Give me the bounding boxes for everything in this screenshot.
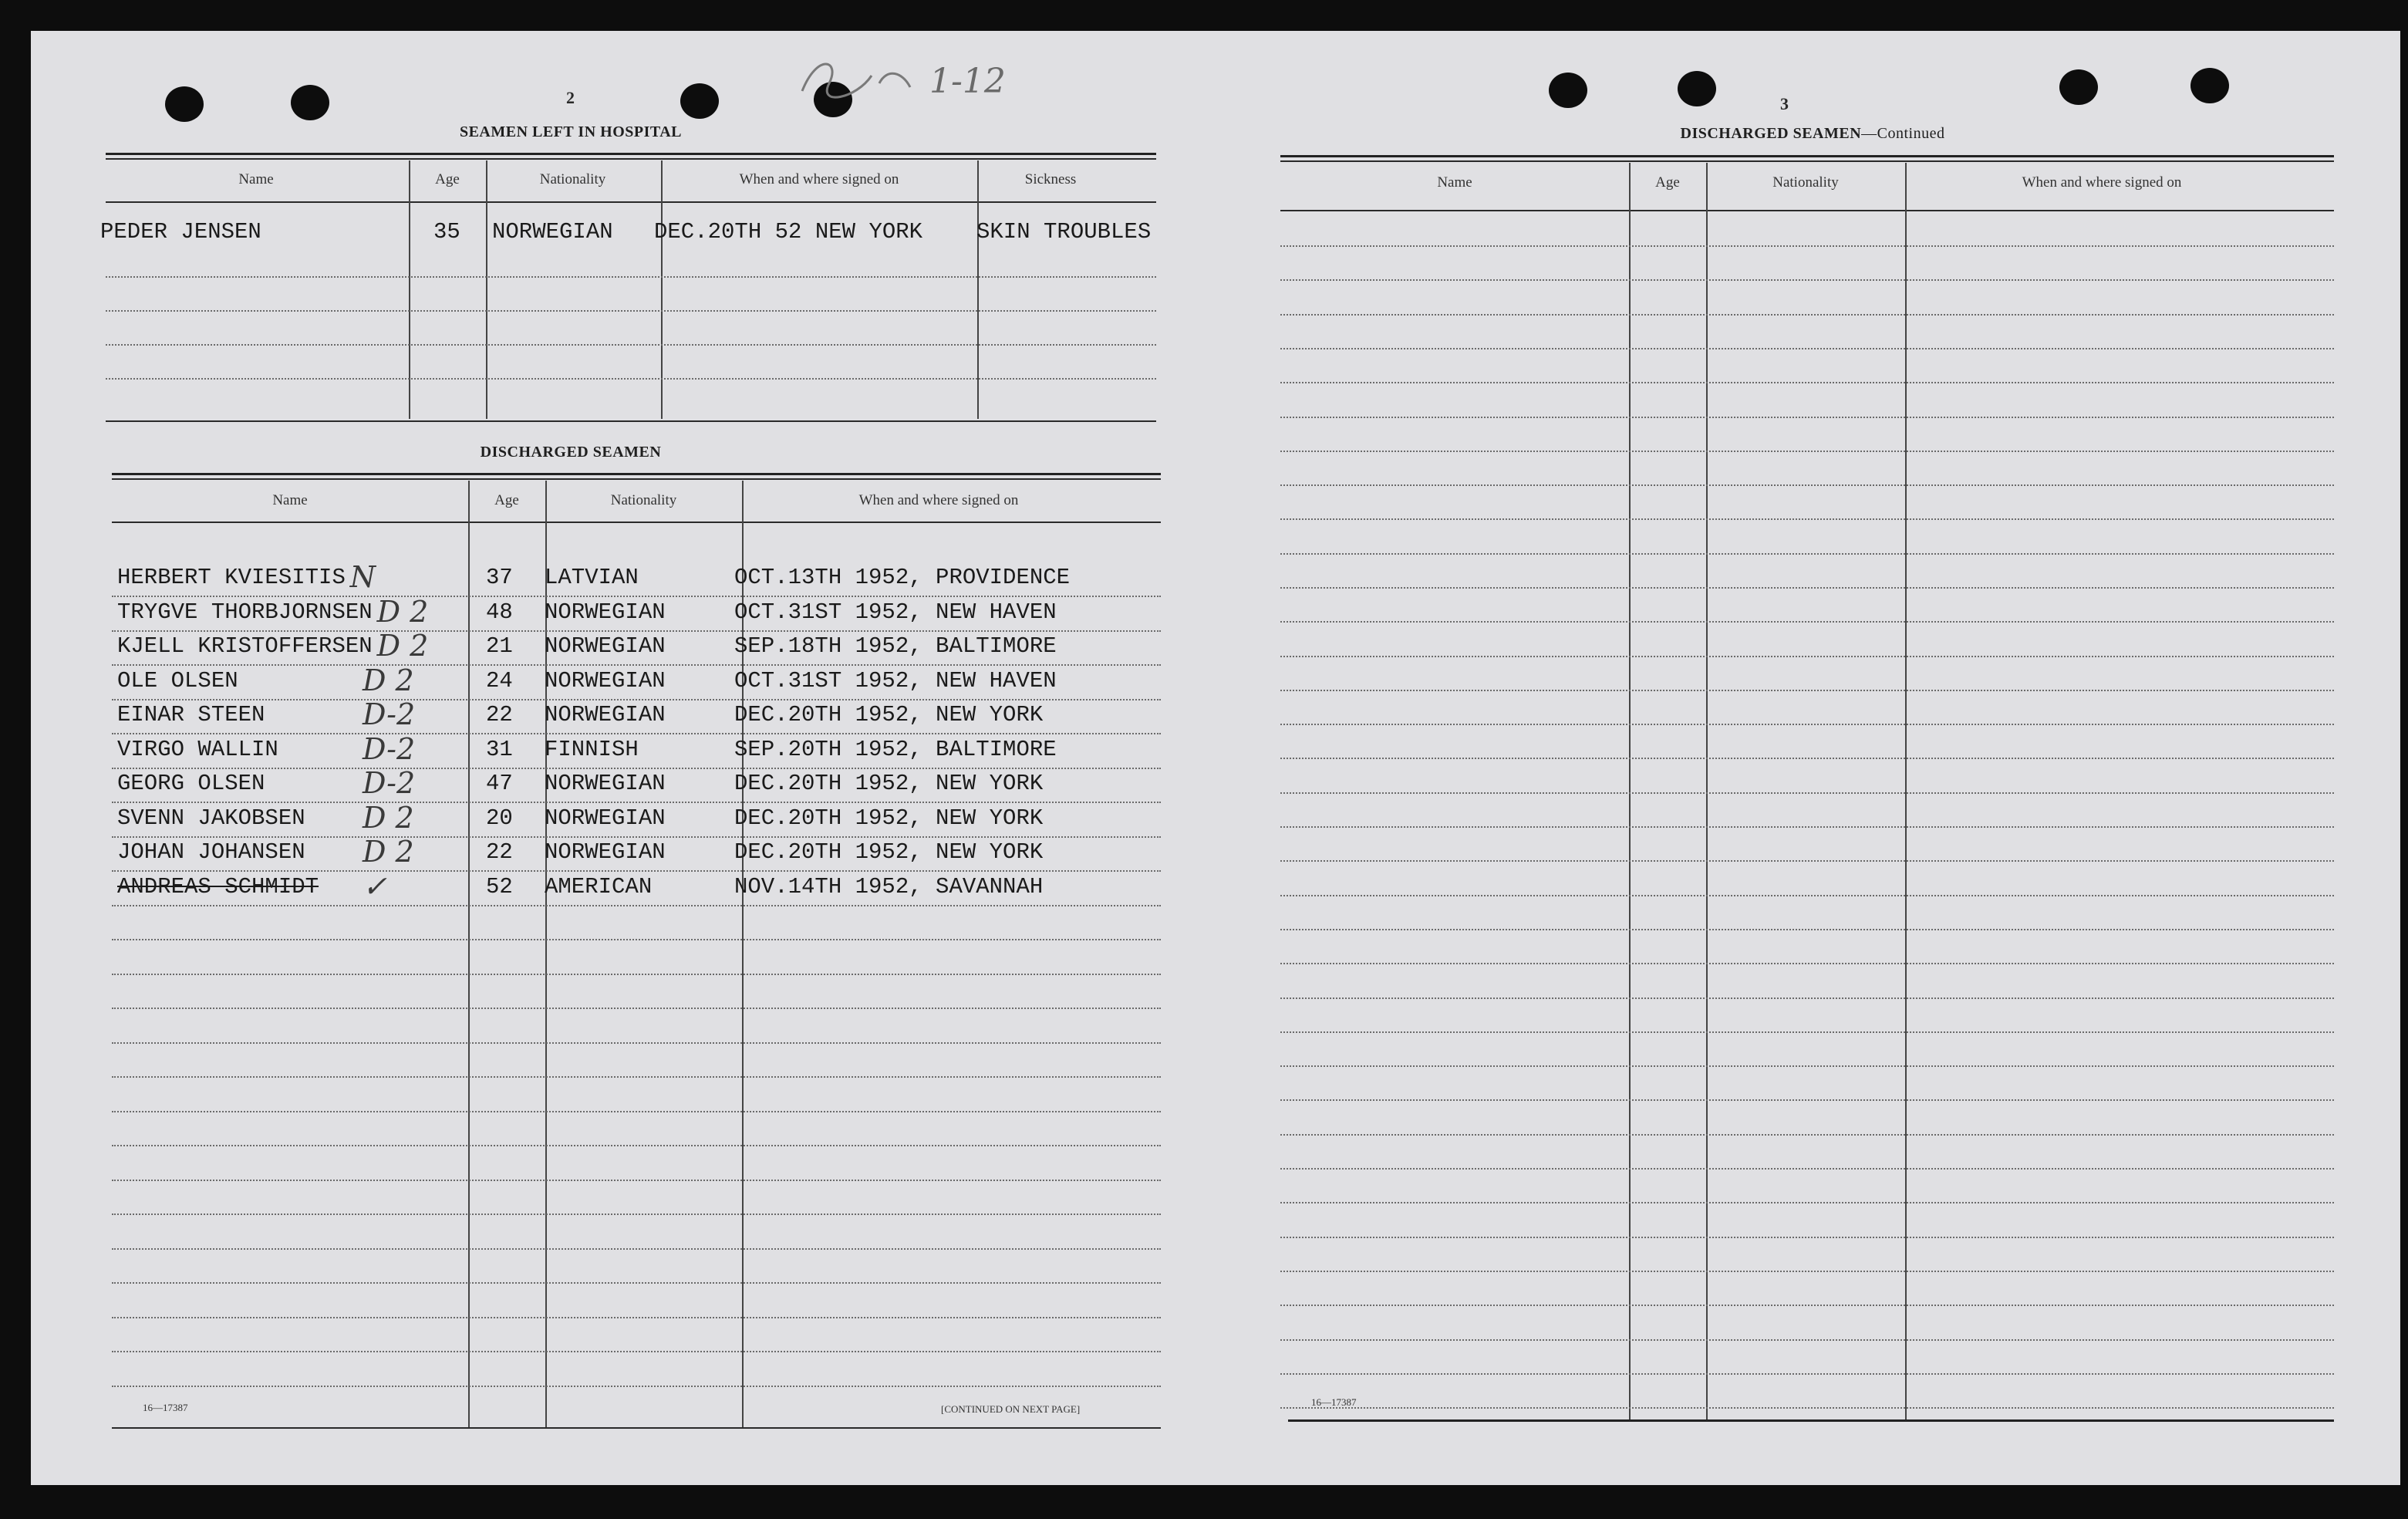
- header-sickness: Sickness: [1024, 171, 1077, 187]
- seaman-signed-on: NOV.14TH 1952, SAVANNAH: [734, 874, 1044, 900]
- seaman-age: 48: [486, 599, 513, 625]
- ruled-line: [112, 905, 1161, 906]
- ruled-line: [1280, 1099, 2334, 1101]
- ruled-line: [1280, 792, 2334, 794]
- seaman-age: 21: [486, 633, 513, 659]
- header-nationality: Nationality: [1772, 174, 1839, 191]
- ruled-line: [1280, 1031, 2334, 1033]
- seaman-signed-on: SEP.18TH 1952, BALTIMORE: [734, 633, 1057, 659]
- ruled-line: [1280, 758, 2334, 759]
- rule: [112, 478, 1161, 480]
- ruled-line: [1280, 621, 2334, 623]
- ruled-line: [1280, 1134, 2334, 1136]
- handwritten-mark: ✓: [363, 869, 387, 903]
- handwritten-mark: D 2: [363, 835, 414, 869]
- ruled-line: [1280, 1237, 2334, 1238]
- seaman-age: 47: [486, 771, 513, 796]
- seaman-name: JOHAN JOHANSEN: [117, 839, 305, 865]
- seaman-age: 24: [486, 668, 513, 694]
- punch-hole: [1678, 71, 1716, 106]
- header-name: Name: [1437, 174, 1472, 191]
- handwritten-mark: D 2: [376, 629, 429, 663]
- rule: [106, 158, 1156, 160]
- ruled-line: [1280, 690, 2334, 691]
- discharged-section-title: DISCHARGED SEAMEN: [480, 444, 662, 461]
- rule: [106, 201, 1156, 203]
- seaman-name: HERBERT KVIESITIS: [117, 565, 346, 590]
- seaman-nationality: NORWEGIAN: [545, 839, 666, 865]
- ruled-line: [1280, 1168, 2334, 1170]
- right-title-main: DISCHARGED SEAMEN: [1680, 125, 1862, 142]
- ruled-line: [1280, 1065, 2334, 1067]
- seaman-age: 52: [486, 874, 513, 900]
- ruled-line: [1280, 929, 2334, 930]
- handwritten-mark: D-2: [363, 766, 416, 800]
- handwritten-mark: D 2: [363, 801, 414, 835]
- header-nationality: Nationality: [539, 171, 606, 187]
- ruled-line: [112, 1386, 1161, 1387]
- right-section-title: [1543, 125, 2083, 143]
- ruled-line: [1280, 587, 2334, 589]
- seaman-nationality: NORWEGIAN: [545, 805, 666, 831]
- form-number-right: 16—17387: [1311, 1396, 1357, 1408]
- ruled-line: [112, 1008, 1161, 1009]
- header-name: Name: [272, 492, 308, 508]
- form-number-left: 16—17387: [143, 1402, 188, 1413]
- ruled-line: [1280, 1373, 2334, 1375]
- ruled-line: [1280, 1305, 2334, 1306]
- handwritten-mark: D 2: [376, 595, 429, 629]
- header-signed-on: When and where signed on: [2022, 174, 2182, 191]
- ruled-line: [106, 310, 1156, 312]
- ruled-line: [1280, 860, 2334, 862]
- rule: [106, 153, 1156, 155]
- column-divider: [977, 160, 979, 419]
- seaman-nationality: NORWEGIAN: [545, 771, 666, 796]
- ruled-line: [112, 630, 1161, 632]
- seaman-nationality: NORWEGIAN: [545, 633, 666, 659]
- seaman-name: OLE OLSEN: [117, 668, 238, 694]
- punch-hole: [1549, 73, 1587, 108]
- seaman-signed-on: SEP.20TH 1952, BALTIMORE: [734, 737, 1057, 762]
- column-divider: [661, 160, 663, 419]
- ruled-line: [1280, 1271, 2334, 1272]
- ruled-line: [112, 1076, 1161, 1078]
- ruled-line: [1280, 348, 2334, 349]
- seaman-signed-on: DEC.20TH 1952, NEW YORK: [734, 805, 1044, 831]
- hospital-name: PEDER JENSEN: [100, 219, 261, 245]
- right-title-cont: —Continued: [1861, 125, 1945, 142]
- handwritten-mark: N: [349, 560, 376, 594]
- ruled-line: [106, 378, 1156, 380]
- seaman-signed-on: OCT.31ST 1952, NEW HAVEN: [734, 599, 1057, 625]
- rule: [112, 473, 1161, 475]
- seaman-nationality: LATVIAN: [545, 565, 639, 590]
- ruled-line: [1280, 724, 2334, 725]
- ruled-line: [1280, 553, 2334, 555]
- ruled-line: [1280, 1407, 2334, 1409]
- seaman-name: VIRGO WALLIN: [117, 737, 278, 762]
- ruled-line: [1280, 997, 2334, 999]
- seaman-age: 20: [486, 805, 513, 831]
- ruled-line: [112, 1317, 1161, 1318]
- ruled-line: [1280, 656, 2334, 657]
- seaman-nationality: NORWEGIAN: [545, 668, 666, 694]
- ruled-line: [1280, 279, 2334, 281]
- seaman-age: 22: [486, 702, 513, 727]
- seaman-signed-on: DEC.20TH 1952, NEW YORK: [734, 839, 1044, 865]
- column-divider: [409, 160, 410, 419]
- header-age: Age: [1655, 174, 1680, 191]
- ruled-line: [1280, 895, 2334, 896]
- rule: [106, 420, 1156, 422]
- seaman-signed-on: OCT.13TH 1952, PROVIDENCE: [734, 565, 1071, 590]
- seaman-age: 22: [486, 839, 513, 865]
- ruled-line: [112, 974, 1161, 975]
- ruled-line: [112, 939, 1161, 940]
- punch-hole: [165, 86, 204, 122]
- punch-hole: [2190, 68, 2229, 103]
- header-signed-on: When and where signed on: [739, 171, 899, 187]
- seaman-name: GEORG OLSEN: [117, 771, 265, 796]
- rule: [1288, 1419, 2334, 1422]
- seaman-nationality: NORWEGIAN: [545, 702, 666, 727]
- rule: [1280, 210, 2334, 211]
- rule: [112, 522, 1161, 523]
- ruled-line: [1280, 963, 2334, 964]
- page-number-right: 3: [1780, 94, 1789, 113]
- ruled-line: [112, 1282, 1161, 1284]
- ruled-line: [112, 1180, 1161, 1181]
- punch-hole: [680, 83, 719, 119]
- ruled-line: [112, 1042, 1161, 1044]
- ruled-line: [106, 344, 1156, 346]
- ruled-line: [112, 664, 1161, 666]
- handwritten-mark: D 2: [363, 663, 414, 697]
- seaman-signed-on: OCT.31ST 1952, NEW HAVEN: [734, 668, 1057, 694]
- ruled-line: [112, 1351, 1161, 1352]
- ruled-line: [1280, 518, 2334, 520]
- hospital-nationality: NORWEGIAN: [492, 219, 613, 245]
- ruled-line: [112, 1248, 1161, 1250]
- manifest-sheet: [31, 31, 2400, 1485]
- ruled-line: [112, 699, 1161, 700]
- seaman-name: SVENN JAKOBSEN: [117, 805, 305, 831]
- ruled-line: [1280, 484, 2334, 486]
- ruled-line: [1280, 314, 2334, 316]
- punch-hole: [2059, 69, 2098, 105]
- header-age: Age: [435, 171, 460, 187]
- handwritten-mark: D-2: [363, 697, 416, 731]
- ruled-line: [1280, 382, 2334, 383]
- ruled-line: [112, 1111, 1161, 1112]
- ruled-line: [1280, 826, 2334, 828]
- hospital-sickness: SKIN TROUBLES: [976, 219, 1152, 245]
- ruled-line: [1280, 1202, 2334, 1203]
- ruled-line: [112, 836, 1161, 838]
- rule: [112, 1427, 1161, 1429]
- ruled-line: [112, 870, 1161, 872]
- ruled-line: [112, 802, 1161, 803]
- header-name: Name: [238, 171, 274, 187]
- ruled-line: [1280, 245, 2334, 247]
- handwritten-mark: D-2: [363, 732, 416, 766]
- seaman-name: KJELL KRISTOFFERSEN: [117, 633, 373, 659]
- seaman-nationality: FINNISH: [545, 737, 639, 762]
- seaman-age: 37: [486, 565, 513, 590]
- hospital-section-title: SEAMEN LEFT IN HOSPITAL: [459, 123, 683, 140]
- hospital-age: 35: [433, 219, 460, 245]
- ruled-line: [112, 733, 1161, 734]
- seaman-nationality: NORWEGIAN: [545, 599, 666, 625]
- hospital-signed-on: DEC.20TH 52 NEW YORK: [654, 219, 923, 245]
- rule: [1280, 155, 2334, 157]
- seaman-name: TRYGVE THORBJORNSEN: [117, 599, 373, 625]
- ruled-line: [112, 1214, 1161, 1215]
- seaman-nationality: AMERICAN: [545, 874, 653, 900]
- punch-hole: [291, 85, 329, 120]
- ruled-line: [1280, 451, 2334, 452]
- ruled-line: [112, 1145, 1161, 1146]
- header-nationality: Nationality: [610, 492, 677, 508]
- page-number-left: 2: [566, 88, 575, 107]
- column-divider: [468, 481, 470, 1427]
- seaman-age: 31: [486, 737, 513, 762]
- ruled-line: [112, 768, 1161, 769]
- header-signed-on: When and where signed on: [858, 492, 1019, 508]
- ruled-line: [1280, 1339, 2334, 1341]
- seaman-name: ANDREAS SCHMIDT: [117, 874, 319, 900]
- handwritten-date: 1-12: [929, 62, 1006, 101]
- header-age: Age: [494, 492, 519, 508]
- seaman-name: EINAR STEEN: [117, 702, 265, 727]
- column-divider: [486, 160, 487, 419]
- seaman-signed-on: DEC.20TH 1952, NEW YORK: [734, 771, 1044, 796]
- rule: [1280, 160, 2334, 162]
- ruled-line: [112, 596, 1161, 597]
- ruled-line: [1280, 417, 2334, 418]
- ruled-line: [106, 276, 1156, 278]
- continued-note: [CONTINUED ON NEXT PAGE]: [941, 1403, 1081, 1415]
- seaman-signed-on: DEC.20TH 1952, NEW YORK: [734, 702, 1044, 727]
